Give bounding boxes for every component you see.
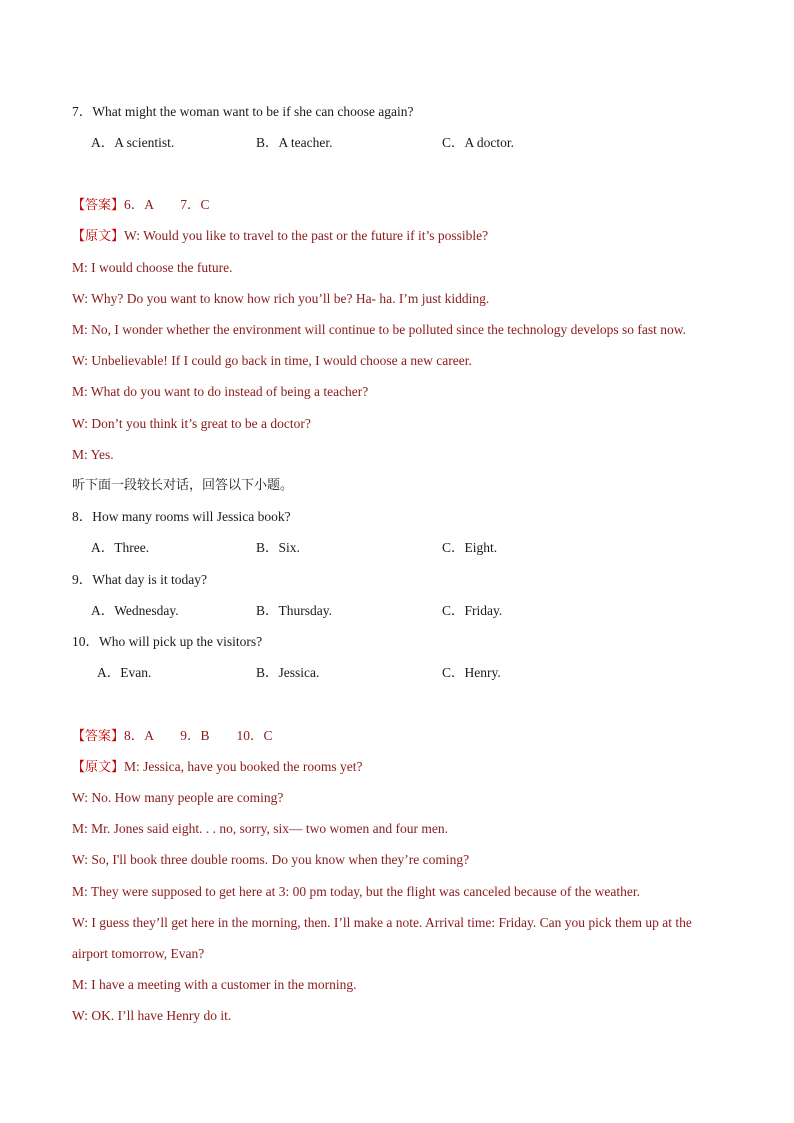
transcript-1-line-3: W: Why? Do you want to know how rich you’ll be? Ha- ha. I’m just kidding. [72, 291, 490, 306]
transcript-1-line-4: M: No, I wonder whether the environment will continue to be polluted since the technology develops so fast now. [72, 322, 686, 337]
q9-option-b: B．Thursday. [256, 603, 332, 618]
transcript-2-line-9: W: OK. I’ll have Henry do it. [72, 1008, 232, 1023]
question-9: 9．What day is it today? [72, 572, 207, 587]
answer-text: 6．A 7．C [124, 197, 210, 212]
transcript-1-line-1 [72, 227, 488, 246]
transcript-2-line-8: M: I have a meeting with a customer in the morning. [72, 977, 357, 992]
answer-line-2 [72, 727, 273, 746]
q9-option-a: A．Wednesday. [91, 603, 179, 618]
answer-line-1 [72, 196, 210, 215]
q8-option-c: C．Eight. [442, 540, 498, 555]
transcript-2-line-1 [72, 758, 362, 777]
q9-option-c: C．Friday. [442, 603, 503, 618]
q7-option-a: A．A scientist. [91, 135, 175, 150]
transcript-1-line-6: M: What do you want to do instead of being a teacher? [72, 384, 369, 399]
transcript-2-line-2: W: No. How many people are coming? [72, 790, 284, 805]
question-7: 7．What might the woman want to be if she can choose again? [72, 104, 414, 119]
transcript-tag: 【原文】 [72, 760, 125, 775]
transcript-text: M: Jessica, have you booked the rooms yet? [124, 759, 363, 774]
q7-option-c: C．A doctor. [442, 135, 515, 150]
transcript-2-line-7: airport tomorrow, Evan? [72, 946, 205, 961]
q10-option-b: B．Jessica. [256, 665, 320, 680]
transcript-1-line-8: M: Yes. [72, 447, 114, 462]
section-instruction: 听下面一段较长对话，回答以下小题。 [72, 478, 294, 493]
q8-option-b: B．Six. [256, 540, 300, 555]
q7-option-b: B．A teacher. [256, 135, 333, 150]
answer-text: 8．A 9．B 10．C [124, 728, 273, 743]
transcript-1-line-2: M: I would choose the future. [72, 260, 233, 275]
transcript-1-line-7: W: Don’t you think it’s great to be a doctor? [72, 416, 311, 431]
transcript-2-line-3: M: Mr. Jones said eight. . . no, sorry, six— two women and four men. [72, 821, 448, 836]
question-10: 10．Who will pick up the visitors? [72, 634, 263, 649]
transcript-2-line-6: W: I guess they’ll get here in the morning, then. I’ll make a note. Arrival time: Friday. Can you pick them up at the [72, 915, 692, 930]
answer-tag: 【答案】 [72, 198, 125, 213]
transcript-tag: 【原文】 [72, 229, 125, 244]
question-8: 8．How many rooms will Jessica book? [72, 509, 291, 524]
q10-option-a: A．Evan. [97, 665, 152, 680]
q10-option-c: C．Henry. [442, 665, 501, 680]
transcript-1-line-5: W: Unbelievable! If I could go back in time, I would choose a new career. [72, 353, 472, 368]
answer-tag: 【答案】 [72, 729, 125, 744]
q8-option-a: A．Three. [91, 540, 150, 555]
transcript-2-line-4: W: So, I'll book three double rooms. Do you know when they’re coming? [72, 852, 470, 867]
transcript-text: W: Would you like to travel to the past or the future if it’s possible? [124, 228, 489, 243]
transcript-2-line-5: M: They were supposed to get here at 3: 00 pm today, but the flight was canceled because of the weather. [72, 884, 640, 899]
